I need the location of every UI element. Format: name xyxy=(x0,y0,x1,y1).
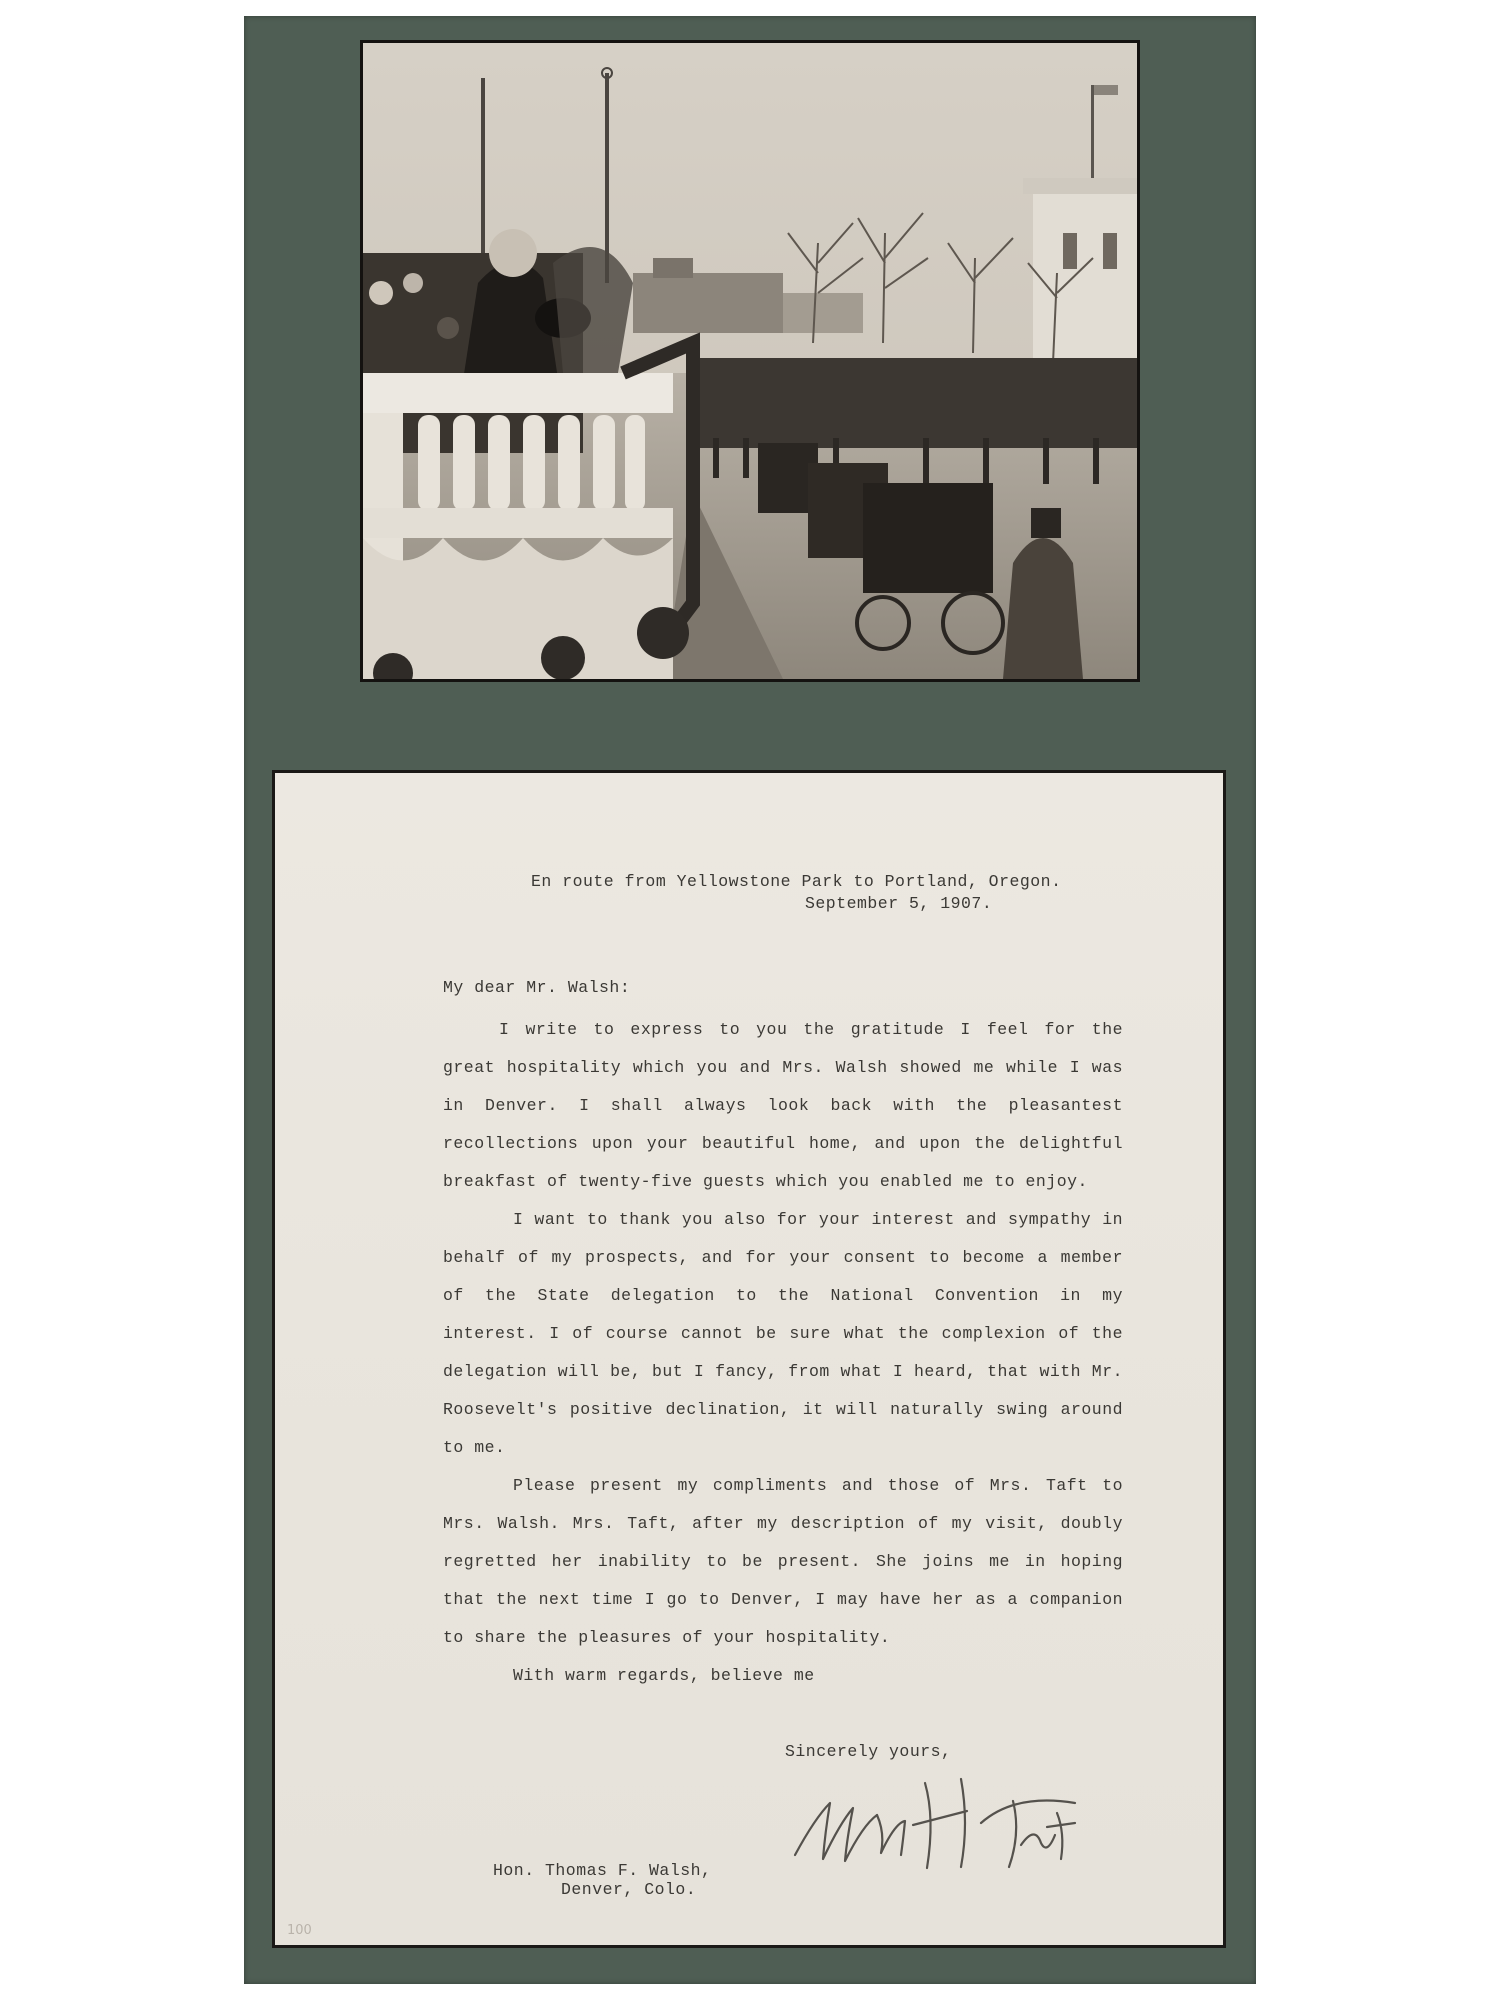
letter-paper xyxy=(275,773,1223,1945)
paragraph-3: Please present my compliments and those of Mrs. Taft to Mrs. Walsh. Mrs. Taft, after my description of my visit, doubly regretted her inability to be present. She joins me in hoping that the next time I go to Denver, I may have her as a companion to share the pleasures of your hospitality. xyxy=(443,1476,1123,1647)
letter-date: September 5, 1907. xyxy=(805,894,993,913)
photo-illustration xyxy=(363,43,1137,679)
salutation: My dear Mr. Walsh: xyxy=(443,978,631,997)
closing-line: With warm regards, believe me xyxy=(513,1666,815,1685)
recipient-name: Hon. Thomas F. Walsh, xyxy=(493,1861,712,1880)
paragraph-2: I want to thank you also for your interest and sympathy in behalf of my prospects, and for your consent to become a member of the State delegation to the National Convention in my interest. I of course cannot be sure what the complexion of the delegation will be, but I fancy, from what I heard, that with Mr. Roosevelt's positive declination, it will naturally swing around to me. xyxy=(443,1210,1123,1457)
pencil-note: 100 xyxy=(287,1923,312,1938)
recipient-city: Denver, Colo. xyxy=(561,1880,697,1899)
complimentary-close: Sincerely yours, xyxy=(785,1742,952,1761)
handwritten-signature xyxy=(785,1763,1085,1883)
letter-body xyxy=(443,969,1123,1695)
heading-location: En route from Yellowstone Park to Portland, Oregon. xyxy=(531,872,1062,891)
typed-letter-frame xyxy=(272,770,1226,1948)
inauguration-photograph xyxy=(360,40,1140,682)
paragraph-1: I write to express to you the gratitude I feel for the great hospitality which you and Mrs. Walsh showed me while I was in Denver. I shall always look back with the pleasantest recollections upon your beautiful home, and upon the delightful breakfast of twenty-five guests which you enabled me to enjoy. xyxy=(443,1020,1123,1191)
recipient-address xyxy=(493,1861,711,1899)
letter-heading xyxy=(531,871,1061,915)
